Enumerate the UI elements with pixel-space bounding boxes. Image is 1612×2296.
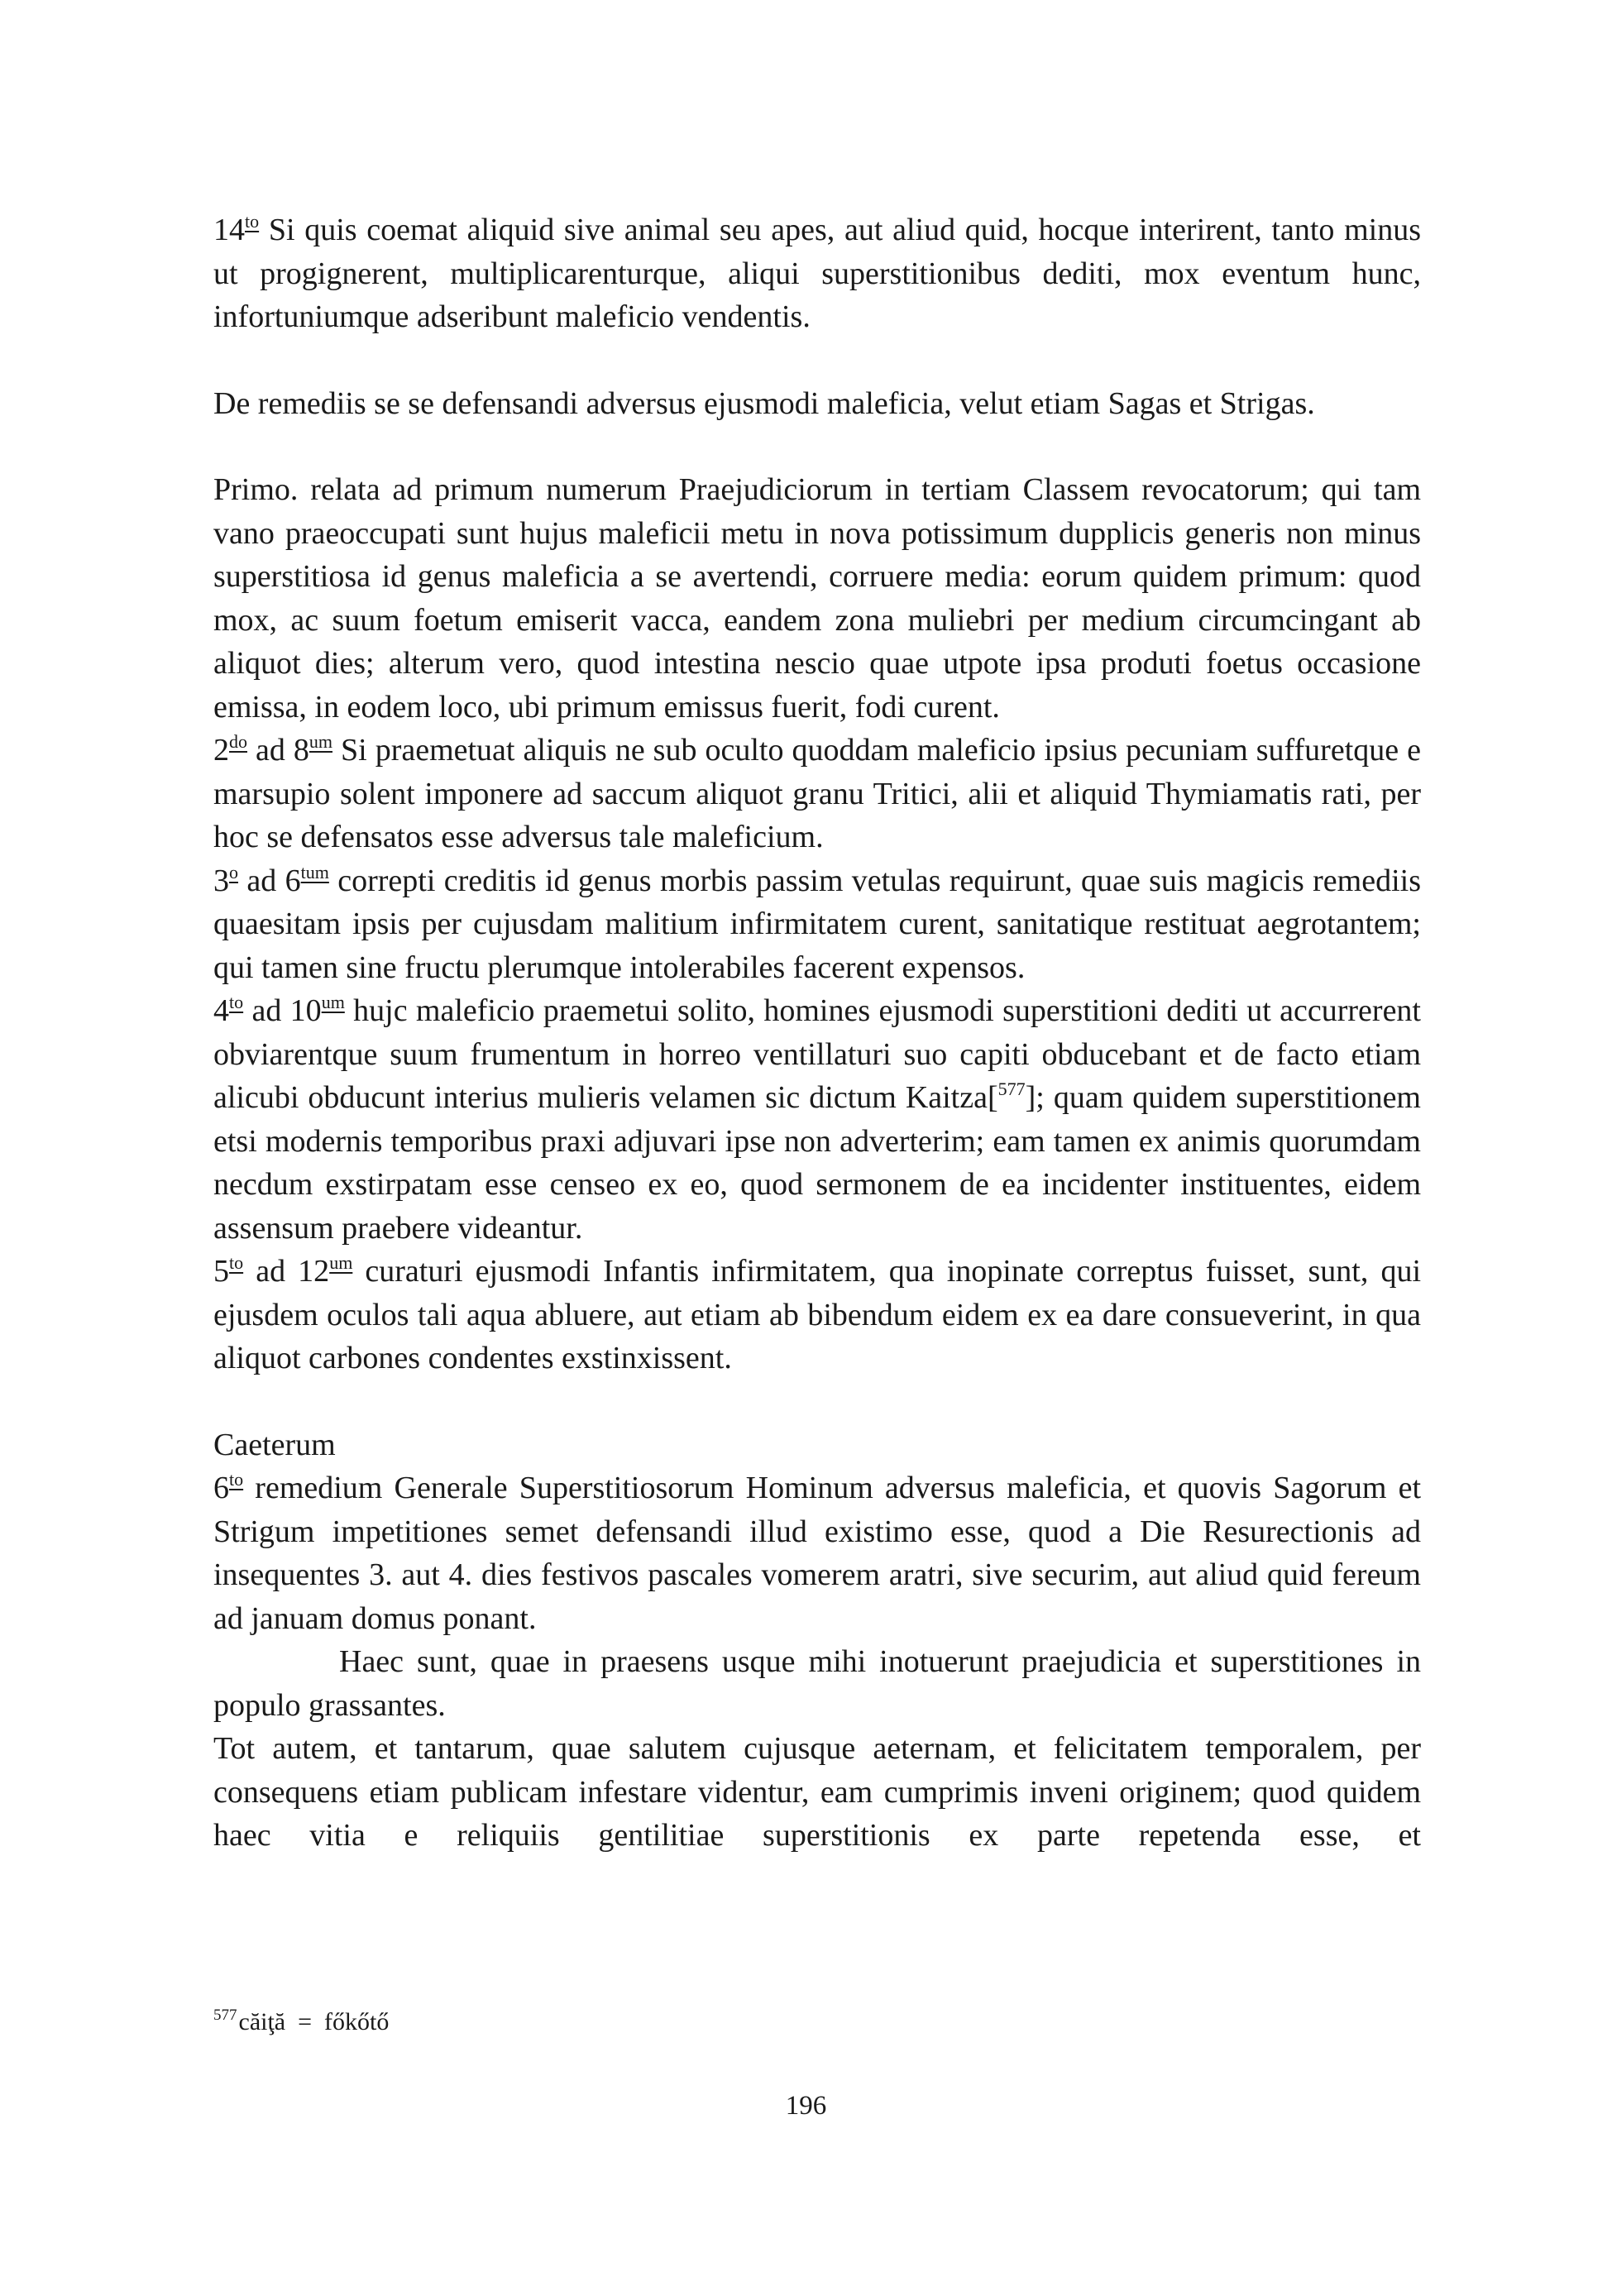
ordinal-suffix: to	[229, 992, 244, 1012]
ordinal-suffix: to	[229, 1469, 244, 1490]
item-number: 3	[213, 863, 229, 898]
spacer	[213, 425, 1421, 468]
paragraph-caeterum: Caeterum	[213, 1427, 336, 1462]
reference-text: ad 10	[243, 993, 322, 1028]
paragraph-tot: Tot autem, et tantarum, quae salutem cujusque aeternam, et felicitatem temporalem, per consequens etiam publicam infestare videntur, eam cumprimis inveni originem; quod quidem haec vitia e reliquiis gentilitiae superstitionis ex parte repetenda esse, et	[213, 1731, 1421, 1853]
paragraph-tertio	[213, 859, 1421, 990]
paragraph-text: correpti creditis id genus morbis passim vetulas requirunt, quae suis magicis remediis quaesitam ipsis per cujusdam malitium infirmitatem curent, sanitatique restituat aegrotantem; qui tamen sine fructu plerumque intolerabiles facerent expensos.	[213, 863, 1421, 985]
paragraph-quinto	[213, 1250, 1421, 1380]
item-number: 5	[213, 1254, 229, 1289]
paragraph-text: Si quis coemat aliquid sive animal seu apes, aut aliud quid, hocque interirent, tanto minus ut progignerent, multiplicarenturque, aliqui superstitionibus dediti, mox eventum hunc, infortuniumque adseribunt maleficio vendentis.	[213, 213, 1421, 334]
reference-text: ad 6	[238, 863, 301, 898]
footnote-reference-link[interactable]: 577	[997, 1079, 1026, 1099]
paragraph-14	[213, 208, 1421, 339]
ordinal-suffix: tum	[300, 861, 329, 883]
document-body	[213, 208, 1421, 1858]
footnote	[213, 2008, 389, 2036]
reference-text: ad 12	[243, 1254, 330, 1289]
spacer	[213, 339, 1421, 382]
ordinal-suffix: to	[245, 211, 260, 232]
paragraph-haec: Haec sunt, quae in praesens usque mihi inotuerunt praejudicia et superstitiones in populo grassantes.	[213, 1644, 1421, 1723]
paragraph-text: hujc maleficio praemetui solito, homines ejusmodi superstitioni dediti ut accurrerent obviarentque suum frumentum in horreo ventillaturi suo capiti obducebant et de facto etiam alicubi obducunt interius mulieris velamen sic dictum Kaitza[	[213, 993, 1421, 1115]
ordinal-suffix: o	[229, 861, 238, 883]
footnote-text: căiţă = főkőtő	[238, 2008, 390, 2035]
paragraph-text: Si praemetuat aliquis ne sub oculto quoddam maleficio ipsius pecuniam suffuretque e marsupio solent imponere ad saccum aliquot granu Tritici, alii et aliquid Thymiamatis rati, per hoc se defensatos esse adversus tale maleficium.	[213, 733, 1421, 854]
section-heading: De remediis se se defensandi adversus ejusmodi maleficia, velut etiam Sagas et Strigas.	[213, 385, 1315, 421]
page-number: 196	[785, 2091, 827, 2121]
ordinal-suffix: to	[229, 1252, 244, 1273]
paragraph-text: ]; quam quidem superstitionem etsi modernis temporibus praxi adjuvari ipse non adverterim; eam tamen ex animis quorumdam necdum exstirpatam esse censeo ex eo, quod sermonem de ea incidenter instituentes, eidem assensum praebere videantur.	[213, 1080, 1421, 1246]
paragraph-quarto	[213, 989, 1421, 1250]
paragraph-primo: Primo. relata ad primum numerum Praejudiciorum in tertiam Classem revocatorum; qui tam vano praeoccupati sunt hujus maleficii metu in nova potissimum dupplicis generis non minus superstitiosa id genus maleficia a se avertendi, corruere media: eorum quidem primum: quod mox, ac suum foetum emiserit vacca, eandem zona muliebri per medium circumcingant ab aliquot dies; alterum vero, quod intestina nescio quae utpote ipsa produti foetus occasione emissa, in eodem loco, ubi primum emissus fuerit, fodi curent.	[213, 472, 1421, 725]
item-number: 6	[213, 1471, 229, 1505]
ordinal-suffix: do	[229, 731, 247, 752]
ordinal-suffix: um	[329, 1252, 353, 1273]
footnote-number: 577	[213, 2007, 237, 2024]
item-number: 2	[213, 733, 229, 768]
paragraph-text: curaturi ejusmodi Infantis infirmitatem, qua inopinate correptus fuisset, sunt, qui ejusdem oculos tali aqua abluere, aut etiam ab bibendum eidem ex ea dare consueverint, in qua aliquot carbones condentes exstinxissent.	[213, 1254, 1422, 1375]
paragraph-sexto	[213, 1466, 1421, 1640]
ordinal-suffix: um	[309, 731, 332, 752]
ordinal-suffix: um	[321, 992, 345, 1012]
paragraph-secundo	[213, 729, 1421, 859]
paragraph-text: remedium Generale Superstitiosorum Hominum adversus maleficia, et quovis Sagorum et Strigum impetitiones semet defensandi illud existimo esse, quod a Die Resurectionis ad insequentes 3. aut 4. dies festivos pascales vomerem aratri, sive securim, aut aliud quid fereum ad januam domus ponant.	[213, 1471, 1421, 1636]
spacer	[213, 1380, 1421, 1423]
item-number: 14	[213, 213, 245, 247]
item-number: 4	[213, 993, 229, 1028]
reference-text: ad 8	[247, 733, 309, 768]
